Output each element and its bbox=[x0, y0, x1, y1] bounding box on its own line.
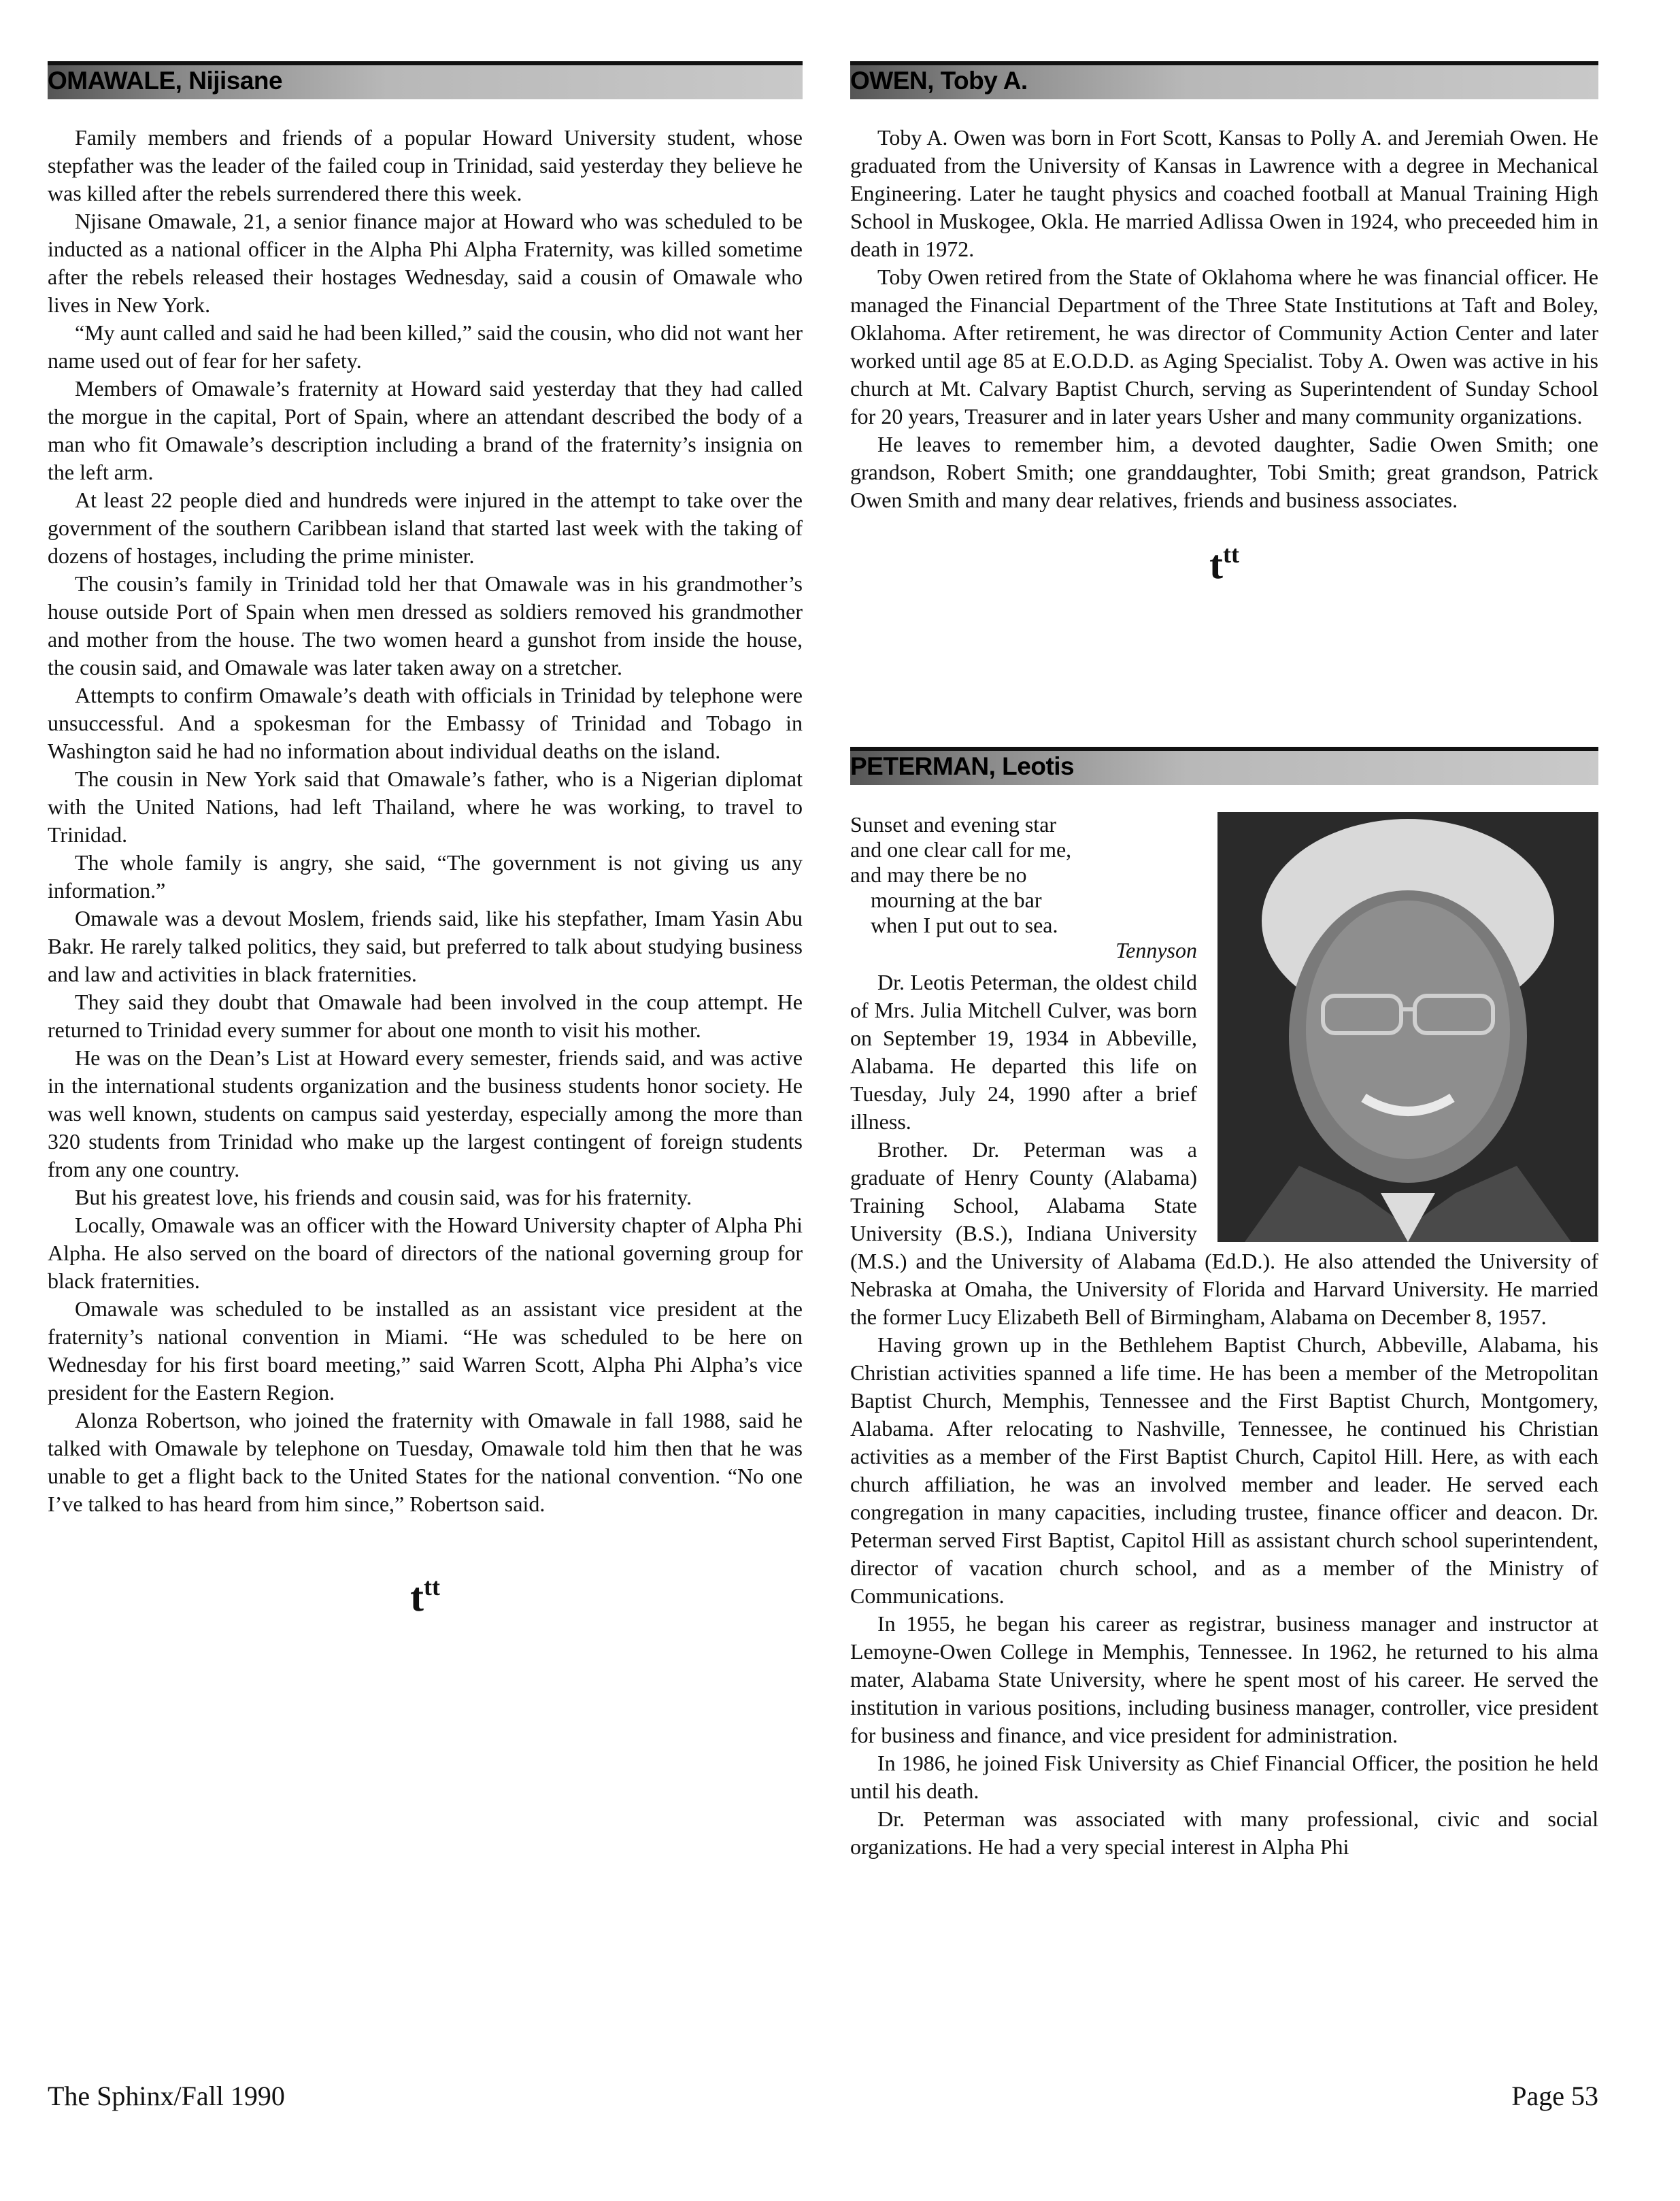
footer-publication: The Sphinx/Fall 1990 bbox=[48, 2081, 285, 2111]
article-header-omawale bbox=[48, 61, 803, 99]
paragraph: He was on the Dean’s List at Howard every semester, friends said, and was active in the international students organization and the business students honor society. He was well known, students on campus said yesterday, especially among the more than 320 students from Trinidad who make up the largest contingent of foreign students from any one country. bbox=[48, 1045, 803, 1181]
paragraph: Toby A. Owen was born in Fort Scott, Kansas to Polly A. and Jeremiah Owen. He graduated from the University of Kansas in Lawrence with a degree in Mechanical Engineering. Later he taught physics and coached football at Manual Training High School in Muskogee, Okla. He married Adlissa Owen in 1924, who preceeded him in death in 1972. bbox=[850, 125, 1598, 261]
article-header-peterman bbox=[850, 747, 1598, 785]
paragraph: Toby Owen retired from the State of Oklahoma where he was financial officer. He managed the Financial Department of the Three State Institutions at Taft and Boley, Oklahoma. After retirement, he was director of Community Action Center and later worked until age 85 at E.O.D.D. as Aging Specialist. Toby A. Owen was active in his church at Mt. Calvary Baptist Church, serving as Superintendent of Sunday School for 20 years, Treasurer and in later years Usher and many community organizations. bbox=[850, 265, 1598, 429]
article-body-owen bbox=[850, 124, 1598, 514]
paragraph: Dr. Peterman was associated with many professional, civic and social organizations. He had a very special interest in Alpha Phi bbox=[850, 1807, 1598, 1859]
paragraph: They said they doubt that Omawale had been involved in the coup attempt. He returned to Trinidad every summer for about one month to visit his mother. bbox=[48, 990, 803, 1042]
article-owen bbox=[850, 61, 1598, 585]
poem-line: Sunset and evening star bbox=[850, 812, 1057, 837]
portrait-photo bbox=[1217, 812, 1598, 1242]
paragraph: Family members and friends of a popular Howard University student, whose stepfather was the leader of the failed coup in Trinidad, said yesterday they believe he was killed after the rebels surrendered there this week. bbox=[48, 125, 803, 205]
article-peterman bbox=[850, 747, 1598, 1861]
paragraph: Omawale was scheduled to be installed as an assistant vice president at the fraternity’s national convention in Miami. “He was scheduled to be here on Wednesday for his first board meeting,” said Warren Scott, Alpha Phi Alpha’s vice president for the Eastern Region. bbox=[48, 1296, 803, 1405]
paragraph: Brother. Dr. Peterman was a graduate of Henry County (Alabama) Training School, Alabama State University (B.S.), Indiana University (M.S.) and the University of Alabama (Ed.D.). He also attended the University of Nebraska at Omaha, the University of Florida and Harvard University. He married the former Lucy Elizabeth Bell of Birmingham, Alabama on December 8, 1957. bbox=[850, 1137, 1598, 1329]
footer-page-number: Page 53 bbox=[1511, 2081, 1598, 2111]
poem-attribution: Tennyson bbox=[1115, 938, 1197, 962]
article-body-omawale bbox=[48, 124, 803, 1518]
paragraph: Omawale was a devout Moslem, friends said, like his stepfather, Imam Yasin Abu Bakr. He rarely talked politics, they said, but preferred to talk about studying business and law and activities in black fraternities. bbox=[48, 906, 803, 986]
poem-line: and may there be no bbox=[850, 862, 1027, 887]
paragraph: The whole family is angry, she said, “The government is not giving us any information.” bbox=[48, 850, 803, 903]
paragraph: Having grown up in the Bethlehem Baptist Church, Abbeville, Alabama, his Christian activities spanned a life time. He has been a member of the Metropolitan Baptist Church, Memphis, Tennessee and the First Baptist Church, Montgomery, Alabama. After relocating to Nashville, Tennessee, he continued his Christian activities as a member of the First Baptist Church, Capitol Hill. Here, as with each church affiliation, he was an involved member and leader. He served each congregation in many capacities, including trustee, finance officer and deacon. Dr. Peterman served First Baptist, Capitol Hill as assistant church school superintendent, director of vacation church school, and as a member of the Ministry of Communications. bbox=[850, 1332, 1598, 1608]
paragraph: The cousin in New York said that Omawale’s father, who is a Nigerian diplomat with the United Nations, had left Thailand, where he was working, to travel to Trinidad. bbox=[48, 767, 803, 847]
article-name-peterman: PETERMAN, Leotis bbox=[850, 752, 1075, 780]
paragraph: At least 22 people died and hundreds were injured in the attempt to take over the government of the southern Caribbean island that started last week with the taking of dozens of hostages, including the prime minister. bbox=[48, 488, 803, 568]
paragraph: The cousin’s family in Trinidad told her that Omawale was in his grandmother’s house outside Port of Spain when men dressed as soldiers removed his grandmother and mother from the house. The two women heard a gunshot from inside the house, the cousin said, and Omawale was later taken away on a stretcher. bbox=[48, 571, 803, 679]
article-body-peterman bbox=[850, 812, 1598, 1861]
paragraph: Attempts to confirm Omawale’s death with officials in Trinidad by telephone were unsuccessful. And a spokesman for the Embassy of Trinidad and Tobago in Washington said he had no information about individual deaths on the island. bbox=[48, 683, 803, 763]
paragraph: He leaves to remember him, a devoted daughter, Sadie Owen Smith; one grandson, Robert Smith; one granddaughter, Tobi Smith; great grandson, Patrick Owen Smith and many dear relatives, friends and business associates. bbox=[850, 432, 1598, 512]
poem-line: and one clear call for me, bbox=[850, 837, 1072, 862]
paragraph: But his greatest love, his friends and cousin said, was for his fraternity. bbox=[75, 1185, 692, 1209]
paragraph: Members of Omawale’s fraternity at Howard said yesterday that they had called the morgue in the capital, Port of Spain, where an attendant described the body of a man who fit Omawale’s description including a brand of the fraternity’s insignia on the left arm. bbox=[48, 376, 803, 484]
poem-line: when I put out to sea. bbox=[871, 913, 1058, 937]
paragraph: Dr. Leotis Peterman, the oldest child of Mrs. Julia Mitchell Culver, was born on September 19, 1934 in Abbeville, Alabama. He departed this life on Tuesday, July 24, 1990 after a brief illness. bbox=[850, 970, 1197, 1134]
paragraph: Njisane Omawale, 21, a senior finance major at Howard who was scheduled to be inducted as a national officer in the Alpha Phi Alpha Fraternity, was killed sometime after the rebels released their hostages Wednesday, said a cousin of Omawale who lives in New York. bbox=[48, 209, 803, 317]
paragraph: In 1955, he began his career as registrar, business manager and instructor at Lemoyne-Owen College in Memphis, Tennessee. In 1962, he returned to his alma mater, Alabama State University, where he spent most of his career. He served the institution in various positions, including business manager, controller, vice president for business and finance, and vice president for administration. bbox=[850, 1611, 1598, 1747]
article-header-owen bbox=[850, 61, 1598, 99]
article-omawale bbox=[48, 61, 803, 1617]
article-name-owen: OWEN, Toby A. bbox=[850, 67, 1028, 95]
paragraph: Alonza Robertson, who joined the fraternity with Omawale in fall 1988, said he talked with Omawale by telephone on Tuesday, Omawale told him then that he was unable to get a flight back to the United States for the national convention. “No one I’ve talked to has heard from him since,” Robertson said. bbox=[48, 1408, 803, 1516]
poem-line: mourning at the bar bbox=[871, 888, 1042, 912]
portrait-illustration bbox=[1217, 812, 1598, 1242]
article-name-omawale: OMAWALE, Nijisane bbox=[48, 67, 283, 95]
cross-ornament-icon: $t^{tt}$ bbox=[410, 1573, 440, 1619]
paragraph: In 1986, he joined Fisk University as Chief Financial Officer, the position he held until his death. bbox=[850, 1751, 1598, 1803]
paragraph: “My aunt called and said he had been killed,” said the cousin, who did not want her name used out of fear for her safety. bbox=[48, 320, 803, 373]
cross-ornament-icon: $t^{tt}$ bbox=[1209, 541, 1239, 587]
paragraph: Locally, Omawale was an officer with the Howard University chapter of Alpha Phi Alpha. He also served on the board of directors of the national governing group for black fraternities. bbox=[48, 1213, 803, 1293]
